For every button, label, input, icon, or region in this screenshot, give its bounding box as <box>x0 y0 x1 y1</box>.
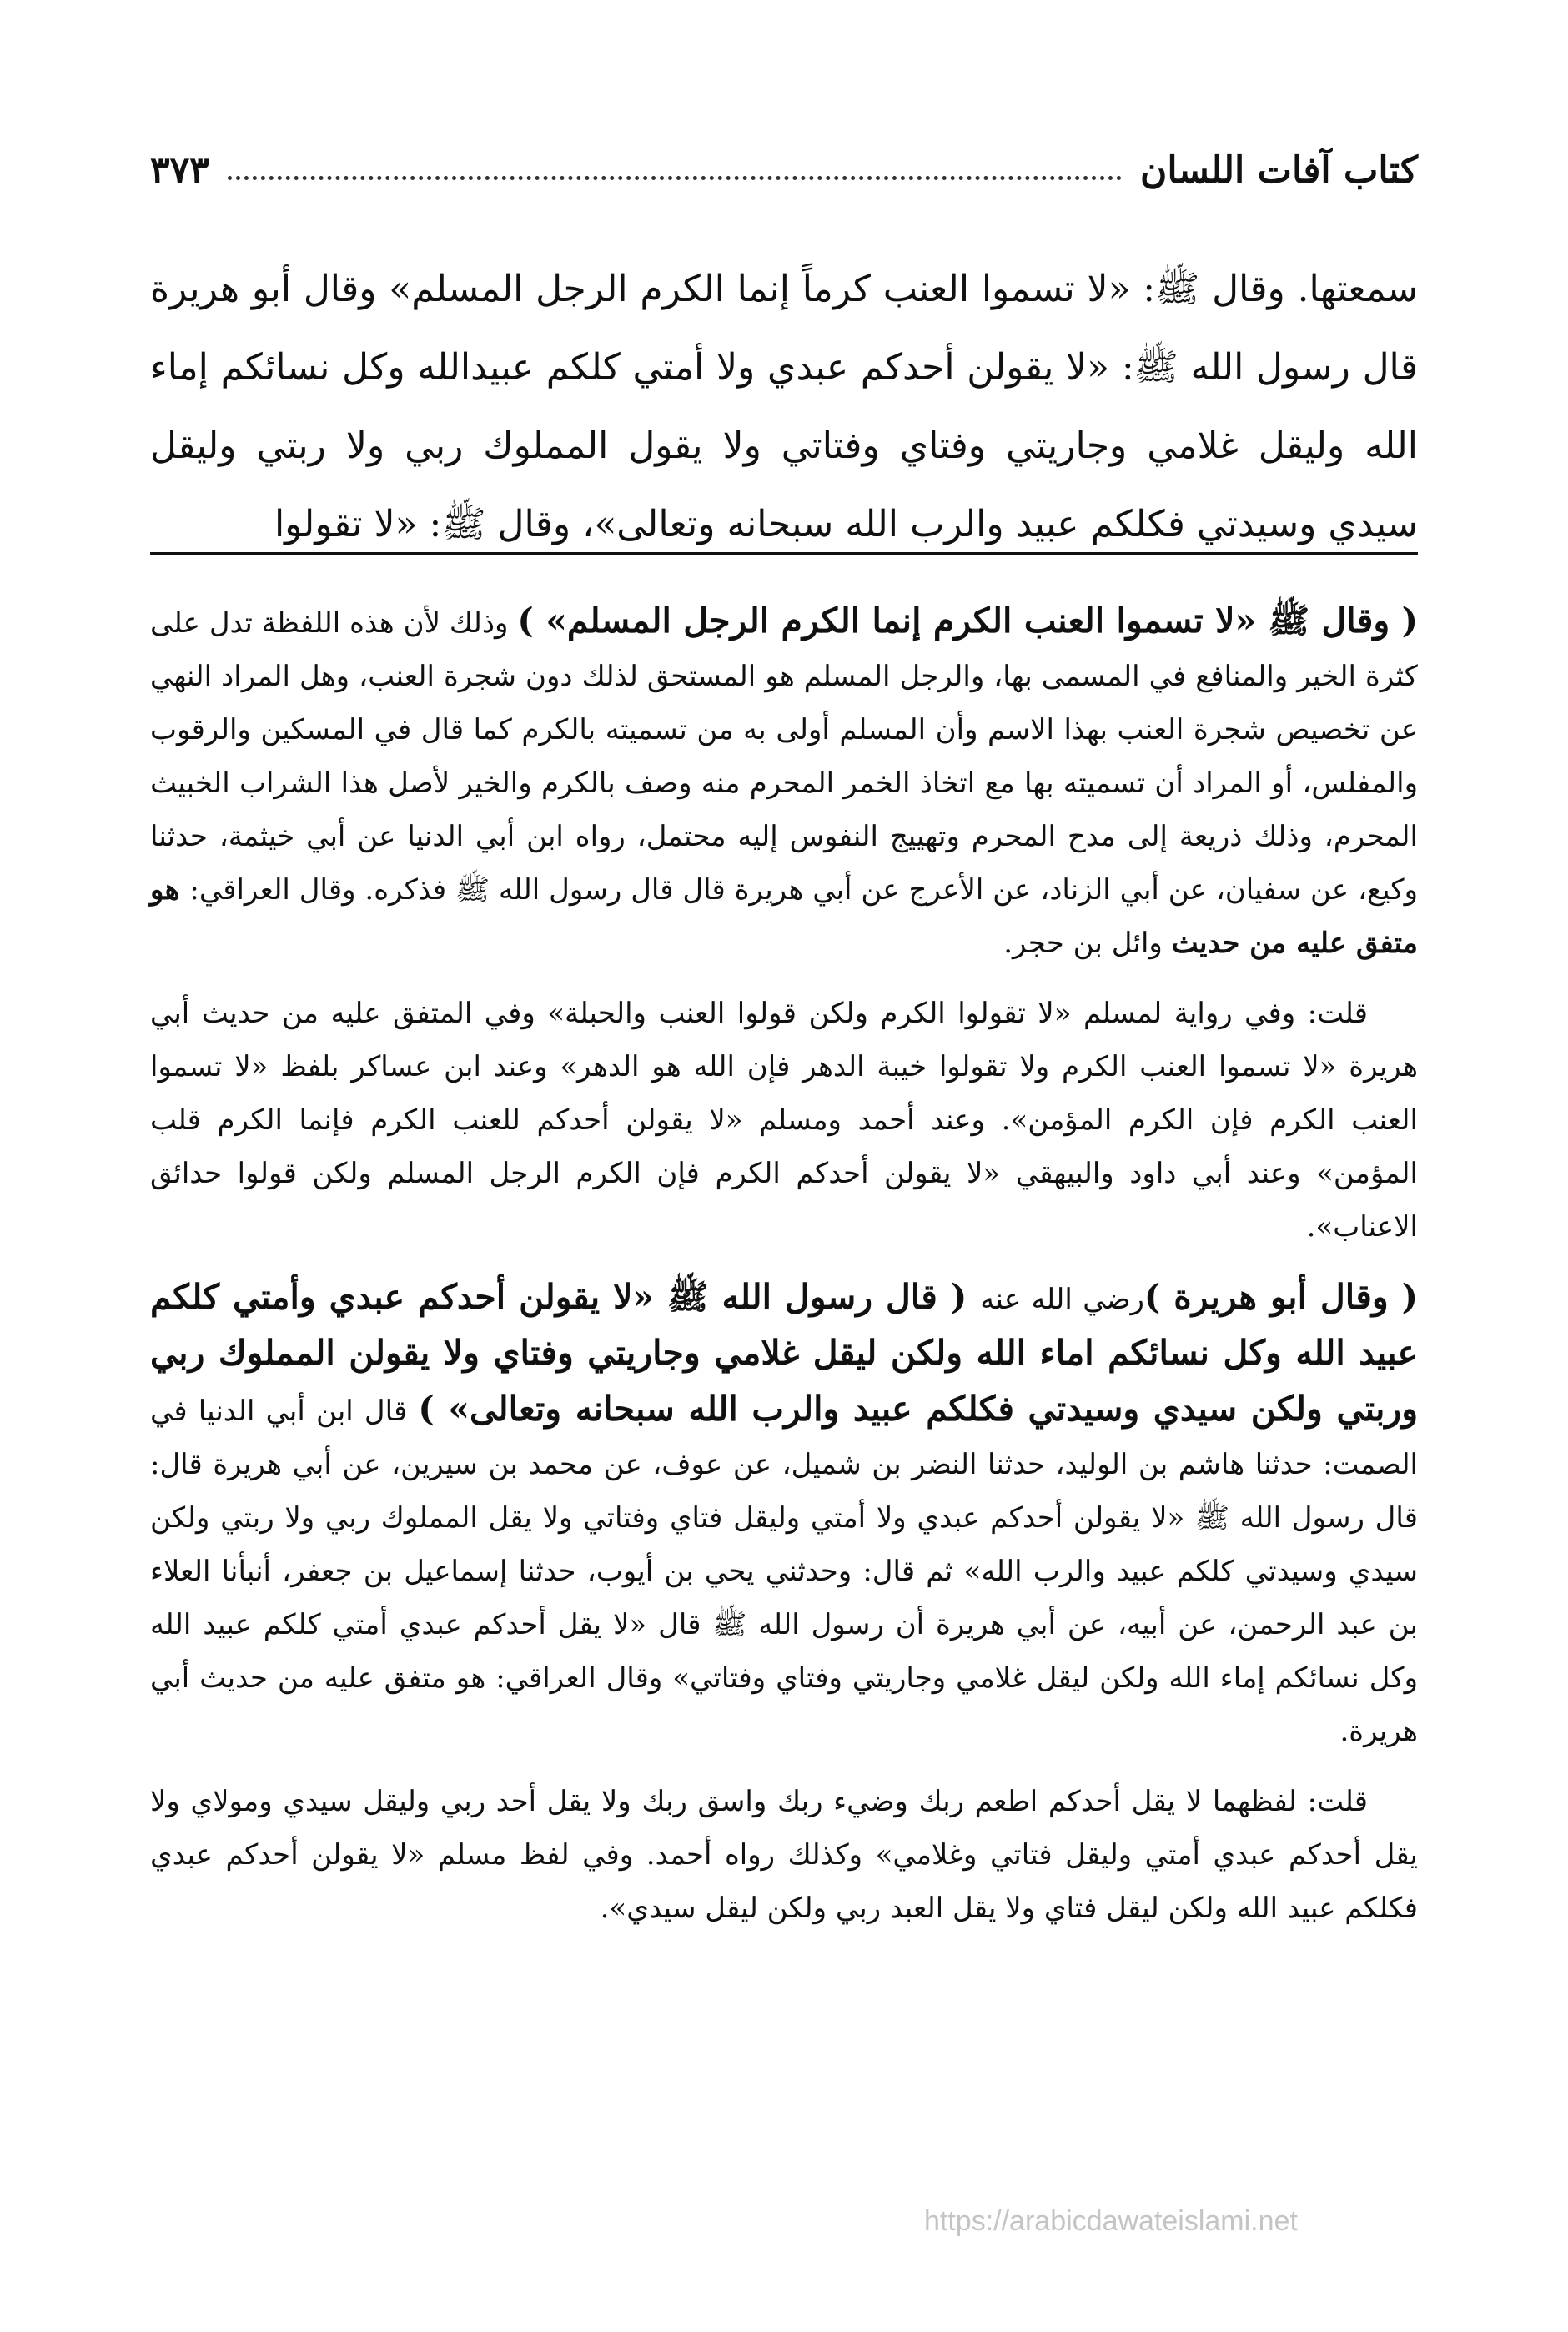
main-text <box>150 250 1418 564</box>
running-title: كتاب آفات اللسان <box>1140 149 1418 192</box>
commentary-paragraph-1 <box>150 594 1418 970</box>
commentary-text: قال ابن أبي الدنيا في الصمت: حدثنا هاشم بن الوليد، حدثنا النضر بن شميل، عن عوف، عن محمد بن سيرين، عن أبي هريرة قال: قال رسول الله ﷺ «لا يقولن أحدكم عبدي ولا أمتي وليقل فتاي وفتاتي ولا يقل المملوك ربي ولا ربتي ولكن سيدي وسيدتي كلكم عبيد والرب الله» ثم قال: وحدثني يحي بن أيوب، حدثنا إسماعيل بن جعفر، أنبأنا العلاء بن عبد الرحمن، عن أبيه، عن أبي هريرة أن رسول الله ﷺ قال «لا يقل أحدكم عبدي أمتي كلكم عبيد الله وكل نسائكم إماء الله ولكن ليقل غلامي وجاريتي وفتاي وفتاتي» وقال العراقي: هو متفق عليه من حديث أبي هريرة. <box>150 1395 1418 1748</box>
separator-line <box>150 552 1418 555</box>
commentary-paragraph-3 <box>150 1270 1418 1758</box>
commentary-text-end: وائل بن حجر. <box>1003 927 1172 960</box>
quoted-hadith-heading: ( وقال ﷺ «لا تسموا العنب الكرم إنما الكرم الرجل المسلم» ) <box>517 601 1418 641</box>
commentary-bold-note: هو متفق عليه من حديث <box>150 873 1418 960</box>
commentary <box>150 594 1418 1952</box>
page-header <box>150 117 1418 192</box>
leader-dots <box>228 176 1122 180</box>
commentary-text: قلت: وفي رواية لمسلم «لا تقولوا الكرم ولكن قولوا العنب والحبلة» وفي المتفق عليه من حديث أبي هريرة «لا تسموا العنب الكرم ولا تقولوا خيبة الدهر فإن الله هو الدهر» وعند ابن عساكر بلفظ «لا تسموا العنب الكرم فإن الكرم المؤمن». وعند أحمد ومسلم «لا يقولن أحدكم للعنب الكرم فإنما الكرم قلب المؤمن» وعند أبي داود والبيهقي «لا يقولن أحدكم الكرم فإن الكرم الرجل المسلم ولكن قولوا حدائق الاعناب». <box>150 997 1418 1244</box>
commentary-text: رضي الله عنه <box>980 1283 1144 1316</box>
quoted-narrator-heading: ( وقال أبو هريرة ) <box>1143 1277 1418 1317</box>
commentary-text: قلت: لفظهما لا يقل أحدكم اطعم ربك وضيء ربك واسق ربك ولا يقل أحد ربي وليقل سيدي ومولاي ولا يقل أحدكم عبدي أمتي وليقل فتاتي وغلامي» وكذلك رواه أحمد. وفي لفظ مسلم «لا يقولن أحدكم عبدي فكلكم عبيد الله ولكن ليقل فتاي ولا يقل العبد ربي ولكن ليقل سيدي». <box>150 1785 1418 1925</box>
commentary-paragraph-2 <box>150 987 1418 1254</box>
main-text-body: سمعتها. وقال ﷺ: «لا تسموا العنب كرماً إنما الكرم الرجل المسلم» وقال أبو هريرة قال رسول الله ﷺ: «لا يقولن أحدكم عبدي ولا أمتي كلكم عبيدالله وكل نسائكم إماء الله وليقل غلامي وجاريتي وفتاي وفتاتي ولا يقول المملوك ربي ولا ربتي وليقل سيدي وسيدتي فكلكم عبيد والرب الله سبحانه وتعالى»، وقال ﷺ: «لا تقولوا <box>150 268 1418 545</box>
quoted-hadith-bold: ( قال رسول الله ﷺ «لا يقولن أحدكم عبدي وأمتي كلكم عبيد الله وكل نسائكم اماء الله ولكن ليقل غلامي وجاريتي وفتاي ولا يقولن المملوك ربي وربتي ولكن سيدي وسيدتي فكلكم عبيد والرب الله سبحانه وتعالى» ) <box>150 1277 1419 1429</box>
commentary-paragraph-4 <box>150 1775 1418 1935</box>
commentary-text: وذلك لأن هذه اللفظة تدل على كثرة الخير والمنافع في المسمى بها، والرجل المسلم هو المستحق لذلك دون شجرة العنب، وهل المراد النهي عن تخصيص شجرة العنب بهذا الاسم وأن المسلم أولى به من تسميته بالكرم كما قال في المسكين والرقوب والمفلس، أو المراد أن تسميته بها مع اتخاذ الخمر المحرم منه وصف بالكرم والخير لأصل هذا الشراب الخبيث المحرم، وذلك ذريعة إلى مدح المحرم وتهييج النفوس إليه محتمل، رواه ابن أبي الدنيا عن أبي خيثمة، حدثنا وكيع، عن سفيان، عن أبي الزناد، عن الأعرج عن أبي هريرة قال قال رسول الله ﷺ فذكره. وقال العراقي: <box>150 606 1418 907</box>
watermark-url: https://arabicdawateislami.net <box>924 2205 1298 2237</box>
page-number: ٣٧٣ <box>150 149 209 192</box>
